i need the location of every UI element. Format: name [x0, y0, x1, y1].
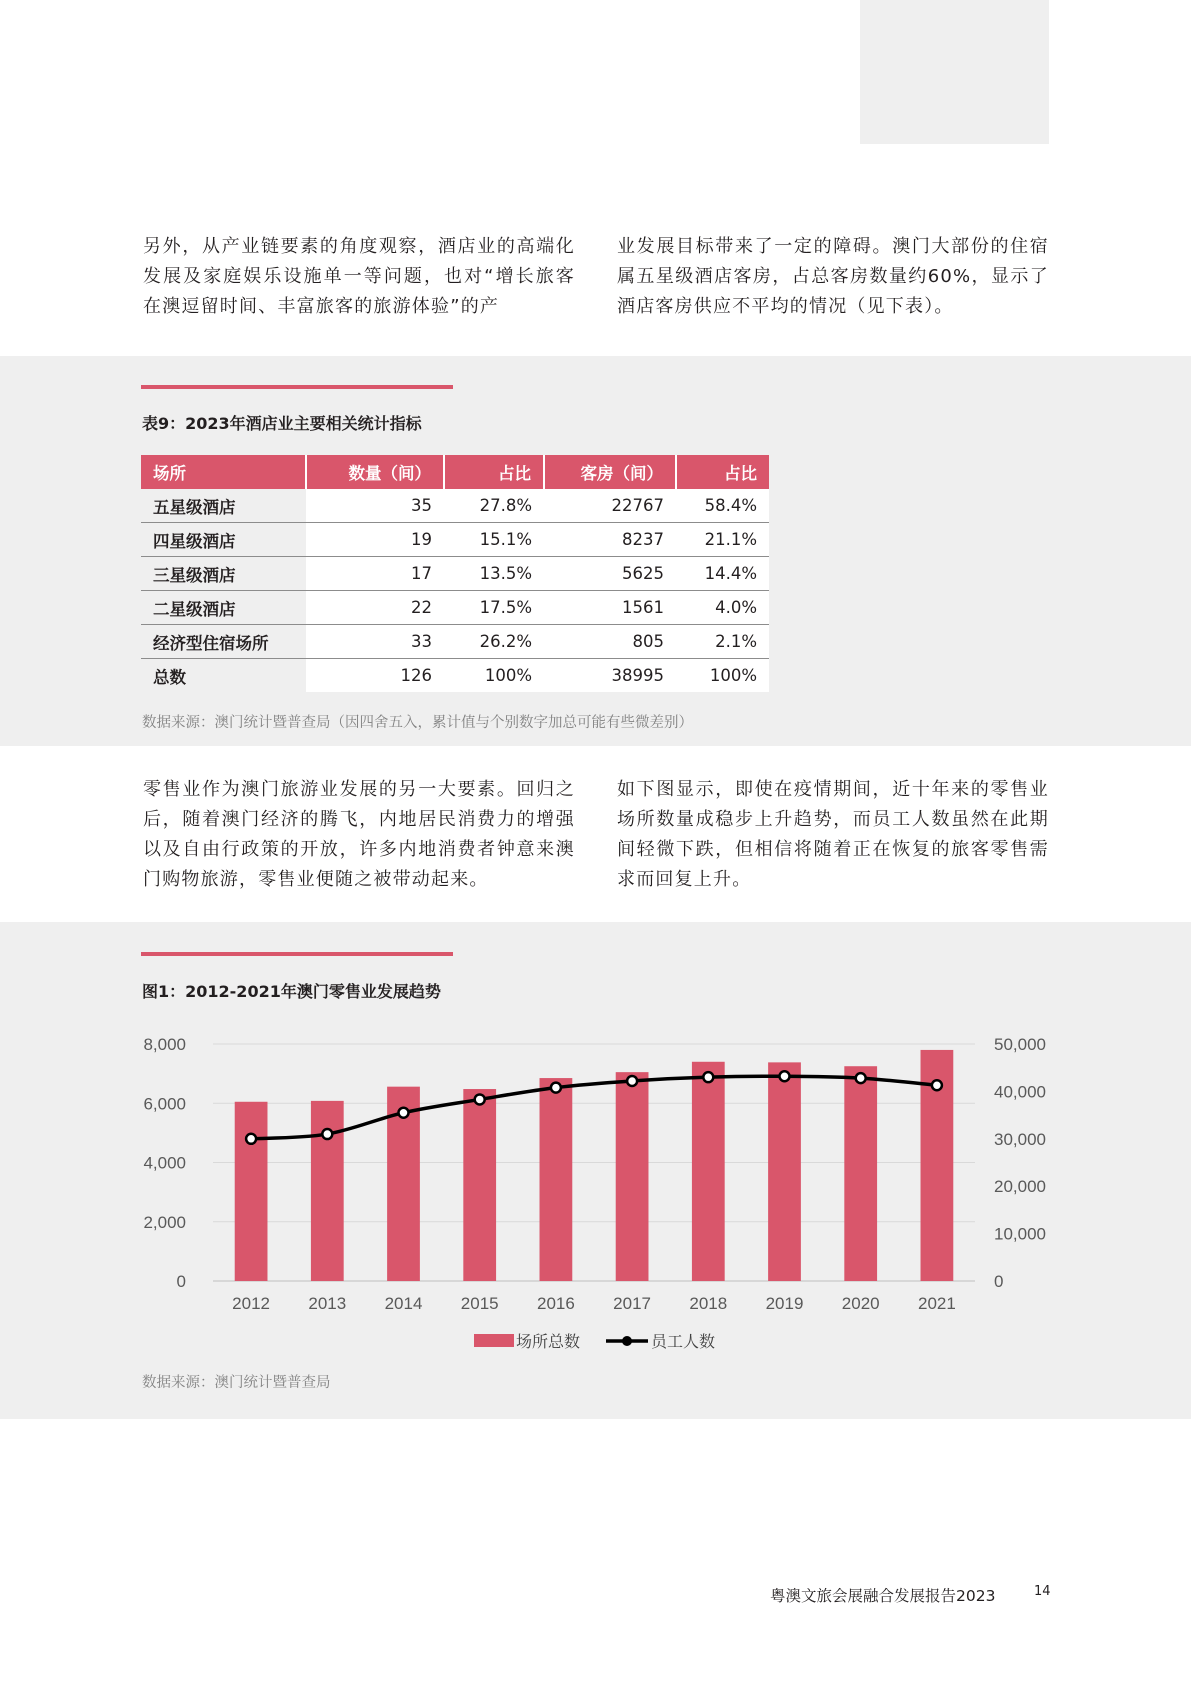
venue-count: 17	[306, 557, 444, 591]
retail-trend-chart	[0, 1020, 1191, 1380]
venue-rooms-share: 4.0%	[676, 591, 769, 625]
y-left-tick-label: 6,000	[143, 1094, 186, 1114]
bar-retail-venues	[616, 1072, 649, 1281]
chart-source: 数据来源：澳门统计暨普查局	[142, 1375, 331, 1391]
x-tick-label: 2016	[536, 1294, 575, 1313]
legend-marker-employees	[622, 1336, 632, 1346]
employee-point	[322, 1129, 332, 1139]
x-tick-label: 2014	[384, 1294, 423, 1313]
x-tick-label: 2012	[232, 1294, 271, 1313]
venue-count: 33	[306, 625, 444, 659]
venue-rooms: 5625	[544, 557, 676, 591]
report-title-footer: 粤澳文旅会展融合发展报告2023	[770, 1587, 996, 1605]
table-row	[141, 489, 769, 523]
y-right-tick-label: 20,000	[994, 1177, 1046, 1197]
header-venue: 场所	[141, 455, 306, 489]
employee-point	[856, 1073, 866, 1083]
table-row	[141, 523, 769, 557]
venue-rooms: 38995	[544, 659, 676, 693]
retail-right-paragraph: 如下图显示，即使在疫情期间，近十年来的零售业场所数量成稳步上升趋势，而员工人数虽然在此期间轻微下跌，但相信将随着正在恢复的旅客零售需求而回复上升。	[617, 779, 1049, 890]
bar-retail-venues	[844, 1066, 877, 1281]
y-left-tick-label: 8,000	[143, 1035, 186, 1054]
legend-swatch-venues	[474, 1334, 514, 1347]
table-total-row	[141, 659, 769, 693]
chart-accent-rule	[141, 952, 453, 956]
venue-rooms: 1561	[544, 591, 676, 625]
venue-name: 三星级酒店	[141, 557, 306, 591]
venue-count-share: 15.1%	[444, 523, 544, 557]
x-tick-label: 2021	[917, 1294, 956, 1313]
venue-rooms-share: 21.1%	[676, 523, 769, 557]
bar-retail-venues	[692, 1062, 725, 1281]
venue-name: 五星级酒店	[141, 489, 306, 523]
venue-count-share: 26.2%	[444, 625, 544, 659]
y-right-tick-label: 40,000	[994, 1082, 1046, 1102]
venue-rooms-share: 14.4%	[676, 557, 769, 591]
venue-count-share: 100%	[444, 659, 544, 693]
intro-right-paragraph: 业发展目标带来了一定的障碍。澳门大部份的住宿属五星级酒店客房，占总客房数量约60%，显示了酒店客房供应不平均的情况（见下表）。	[617, 236, 1049, 317]
line-employees	[251, 1076, 937, 1139]
employee-point	[627, 1076, 637, 1086]
table-header-row	[141, 455, 769, 489]
bar-retail-venues	[463, 1089, 496, 1281]
bar-retail-venues	[768, 1062, 801, 1281]
venue-count: 22	[306, 591, 444, 625]
y-left-tick-label: 2,000	[143, 1212, 186, 1232]
venue-name: 四星级酒店	[141, 523, 306, 557]
header-count: 数量（间）	[306, 455, 444, 489]
venue-name: 二星级酒店	[141, 591, 306, 625]
header-count-share: 占比	[444, 455, 544, 489]
x-tick-label: 2020	[841, 1294, 880, 1313]
x-tick-label: 2019	[765, 1294, 804, 1313]
venue-name: 经济型住宿场所	[141, 625, 306, 659]
x-tick-label: 2013	[308, 1294, 347, 1313]
bar-retail-venues	[540, 1078, 573, 1281]
table-accent-rule	[141, 385, 453, 389]
venue-count-share: 27.8%	[444, 489, 544, 523]
venue-rooms: 8237	[544, 523, 676, 557]
venue-rooms-share: 58.4%	[676, 489, 769, 523]
table-row	[141, 625, 769, 659]
y-right-tick-label: 50,000	[994, 1035, 1046, 1054]
venue-name: 总数	[141, 659, 306, 693]
legend-label-venues: 场所总数	[516, 1332, 581, 1351]
intro-left-paragraph: 另外，从产业链要素的角度观察，酒店业的高端化发展及家庭娱乐设施单一等问题，也对“增长旅客在澳逗留时间、丰富旅客的旅游体验”的产	[143, 236, 575, 317]
employee-point	[780, 1071, 790, 1081]
chart-axes	[143, 1035, 1046, 1313]
chart-legend	[474, 1332, 715, 1351]
chart-title: 图1：2012-2021年澳门零售业发展趋势	[142, 982, 441, 1001]
employee-point	[399, 1108, 409, 1118]
venue-rooms-share: 2.1%	[676, 625, 769, 659]
legend-label-employees: 员工人数	[651, 1332, 716, 1351]
y-right-tick-label: 0	[994, 1272, 1004, 1291]
venue-count-share: 13.5%	[444, 557, 544, 591]
x-tick-label: 2018	[689, 1294, 728, 1313]
header-rooms-share: 占比	[676, 455, 769, 489]
table-title: 表9：2023年酒店业主要相关统计指标	[142, 414, 422, 433]
y-left-tick-label: 0	[176, 1272, 186, 1291]
venue-count: 19	[306, 523, 444, 557]
venue-rooms-share: 100%	[676, 659, 769, 693]
x-tick-label: 2015	[460, 1294, 499, 1313]
employee-point	[246, 1134, 256, 1144]
bar-retail-venues	[235, 1102, 268, 1281]
venue-count-share: 17.5%	[444, 591, 544, 625]
venue-count: 35	[306, 489, 444, 523]
intro-paragraphs	[143, 232, 1049, 322]
table-source: 数据来源：澳门统计暨普查局（因四舍五入，累计值与个别数字加总可能有些微差别）	[142, 715, 693, 731]
y-right-tick-label: 10,000	[994, 1224, 1046, 1244]
retail-paragraphs	[143, 775, 1049, 895]
header-rooms: 客房（间）	[544, 455, 676, 489]
employee-point	[703, 1072, 713, 1082]
venue-rooms: 805	[544, 625, 676, 659]
employee-point	[475, 1094, 485, 1104]
table-row	[141, 591, 769, 625]
y-right-tick-label: 30,000	[994, 1129, 1046, 1149]
venue-count: 126	[306, 659, 444, 693]
y-left-tick-label: 4,000	[143, 1153, 186, 1173]
corner-decoration	[860, 0, 1049, 144]
hotel-stats-table	[141, 455, 769, 692]
table-row	[141, 557, 769, 591]
employee-point	[932, 1080, 942, 1090]
venue-rooms: 22767	[544, 489, 676, 523]
retail-left-paragraph: 零售业作为澳门旅游业发展的另一大要素。回归之后，随着澳门经济的腾飞，内地居民消费力的增强以及自由行政策的开放，许多内地消费者钟意来澳门购物旅游，零售业便随之被带动起来。	[143, 779, 575, 890]
page-number: 14	[1034, 1584, 1051, 1599]
chart-line-series	[246, 1071, 942, 1144]
employee-point	[551, 1083, 561, 1093]
x-tick-label: 2017	[613, 1294, 652, 1313]
